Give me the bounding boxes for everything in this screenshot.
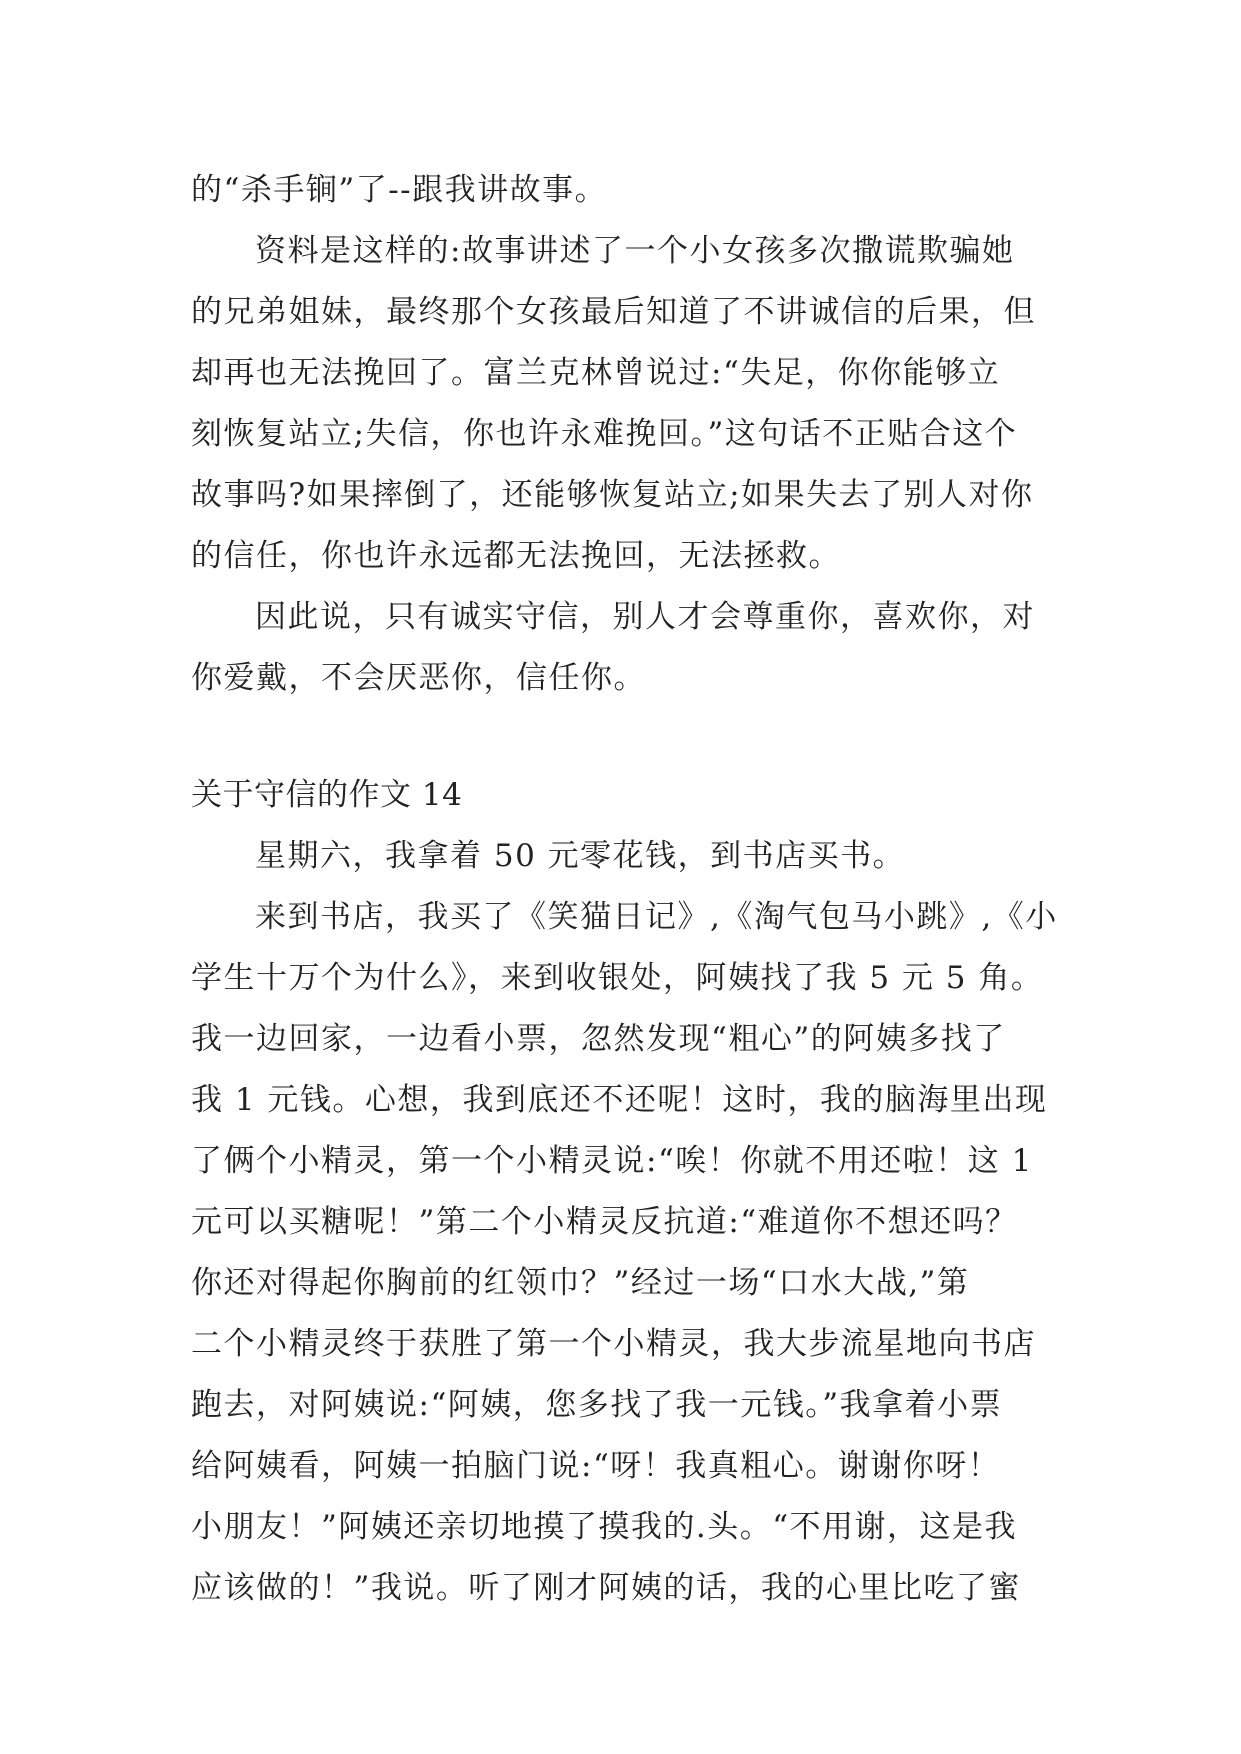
paragraph-line: 的信任，你也许永远都无法挽回，无法拯救。: [191, 538, 841, 574]
paragraph-line: 学生十万个为什么》，来到收银处，阿姨找了我 5 元 5 角。: [191, 960, 1044, 996]
paragraph-line: 因此说，只有诚实守信，别人才会尊重你，喜欢你，对: [255, 599, 1035, 635]
paragraph-line: 应该做的！”我说。听了刚才阿姨的话，我的心里比吃了蜜: [191, 1570, 1021, 1606]
paragraph-line: 星期六，我拿着 50 元零花钱，到书店买书。: [255, 838, 906, 874]
paragraph-line: 故事吗?如果摔倒了，还能够恢复站立;如果失去了别人对你: [191, 477, 1034, 513]
paragraph-line: 给阿姨看，阿姨一拍脑门说:“呀！我真粗心。谢谢你呀！: [191, 1448, 1001, 1484]
paragraph-line: 二个小精灵终于获胜了第一个小精灵，我大步流星地向书店: [191, 1326, 1036, 1362]
paragraph-line: 刻恢复站立;失信，你也许永难挽回。”这句话不正贴合这个: [191, 416, 1018, 452]
paragraph-line: 了俩个小精灵，第一个小精灵说:“唉！你就不用还啦！这 1: [191, 1143, 1033, 1179]
paragraph-line: 元可以买糖呢！”第二个小精灵反抗道:“难道你不想还吗？: [191, 1204, 1018, 1240]
section-title: 关于守信的作文 14: [191, 777, 463, 813]
paragraph-line: 资料是这样的:故事讲述了一个小女孩多次撒谎欺骗她: [255, 233, 1015, 269]
paragraph-line: 我 1 元钱。心想，我到底还不还呢！这时，我的脑海里出现: [191, 1082, 1048, 1118]
paragraph-line: 却再也无法挽回了。富兰克林曾说过:“失足，你你能够立: [191, 355, 1001, 391]
paragraph-line: 跑去，对阿姨说:“阿姨，您多找了我一元钱。”我拿着小票: [191, 1387, 1003, 1423]
paragraph-line: 你爱戴，不会厌恶你，信任你。: [191, 660, 646, 696]
document-page: [191, 160, 1091, 1619]
section-spacer: [191, 709, 1091, 765]
paragraph-line: 的“杀手锏”了--跟我讲故事。: [191, 172, 608, 208]
paragraph-line: 来到书店，我买了《笑猫日记》,《淘气包马小跳》,《小: [255, 899, 1058, 935]
paragraph-line: 的兄弟姐妹，最终那个女孩最后知道了不讲诚信的后果，但: [191, 294, 1036, 330]
paragraph-line: 小朋友！”阿姨还亲切地摸了摸我的.头。“不用谢，这是我: [191, 1509, 1018, 1545]
paragraph-line: 我一边回家，一边看小票，忽然发现“粗心”的阿姨多找了: [191, 1021, 1006, 1057]
paragraph-line: 你还对得起你胸前的红领巾？”经过一场“口水大战,”第: [191, 1265, 970, 1301]
